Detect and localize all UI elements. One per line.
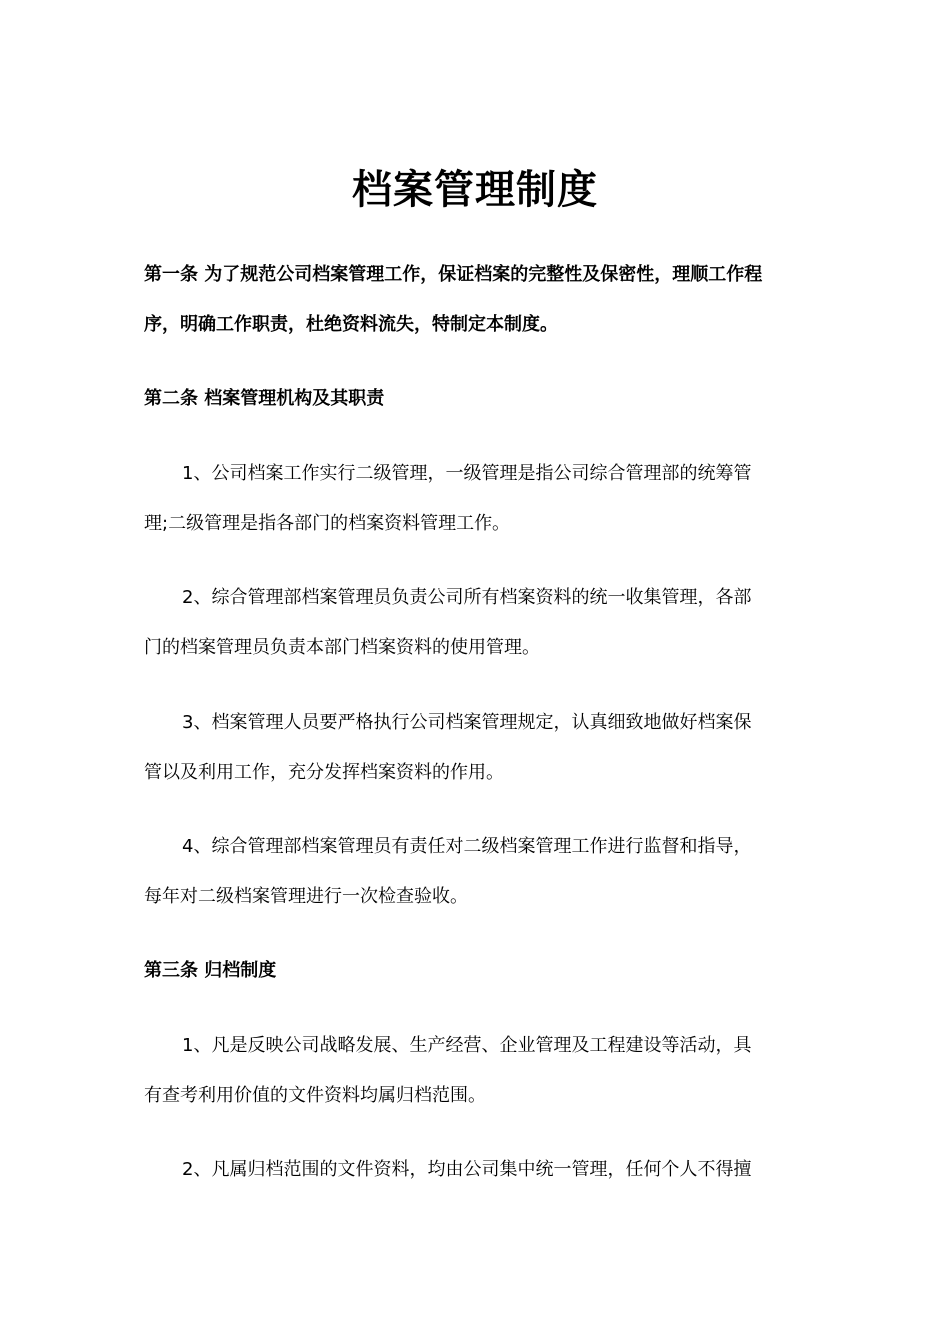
- article-2-item-1: [144, 449, 810, 549]
- article-3-item-1: [144, 1021, 810, 1121]
- article-3-heading: 第三条 归档制度: [144, 960, 277, 981]
- article-2-item-3: [144, 698, 810, 798]
- article-2-heading: 第二条 档案管理机构及其职责: [144, 388, 385, 409]
- document-title: 档案管理制度: [352, 167, 598, 213]
- article-1-line-1: 第一条 为了规范公司档案管理工作，保证档案的完整性及保密性，理顺工作程: [144, 264, 763, 285]
- paragraph-line: 1、公司档案工作实行二级管理，一级管理是指公司综合管理部的统筹管: [182, 463, 752, 484]
- paragraph-line: 管以及利用工作，充分发挥档案资料的作用。: [144, 762, 504, 783]
- article-1-line-2: 序，明确工作职责，杜绝资料流失，特制定本制度。: [144, 314, 558, 335]
- paragraph-line: 理;二级管理是指各部门的档案资料管理工作。: [144, 513, 511, 534]
- paragraph-line: 2、凡属归档范围的文件资料，均由公司集中统一管理，任何个人不得擅: [182, 1159, 752, 1180]
- paragraph-line: 有查考利用价值的文件资料均属归档范围。: [144, 1085, 486, 1106]
- article-3-item-2: [144, 1145, 810, 1195]
- paragraph-line: 4、综合管理部档案管理员有责任对二级档案管理工作进行监督和指导，: [182, 836, 752, 857]
- paragraph-line: 门的档案管理员负责本部门档案资料的使用管理。: [144, 637, 540, 658]
- article-2-item-2: [144, 573, 810, 673]
- paragraph-line: 每年对二级档案管理进行一次检查验收。: [144, 886, 468, 907]
- article-1: [144, 250, 810, 350]
- paragraph-line: 3、档案管理人员要严格执行公司档案管理规定，认真细致地做好档案保: [182, 712, 752, 733]
- paragraph-line: 1、凡是反映公司战略发展、生产经营、企业管理及工程建设等活动，具: [182, 1035, 752, 1056]
- paragraph-line: 2、综合管理部档案管理员负责公司所有档案资料的统一收集管理，各部: [182, 587, 752, 608]
- article-2-item-4: [144, 822, 810, 922]
